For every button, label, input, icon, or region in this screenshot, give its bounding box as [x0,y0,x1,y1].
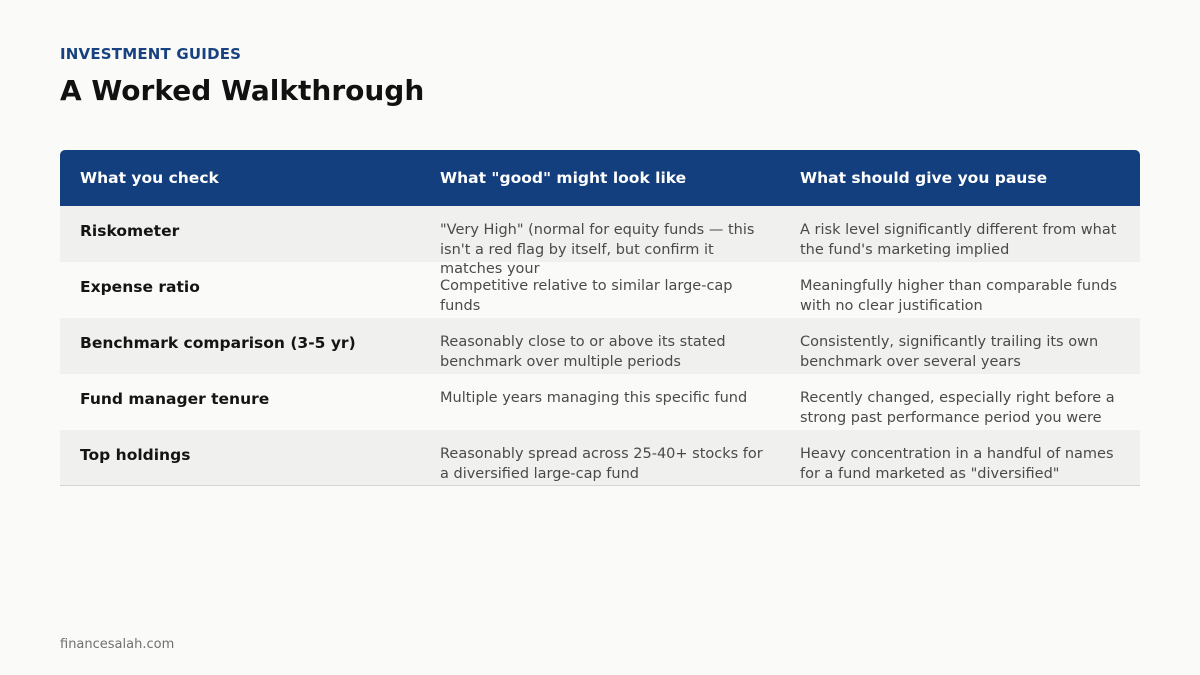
table-row [60,206,1140,277]
pause-cell: Meaningfully higher than comparable funds with no clear justification [800,278,1118,314]
good-cell: Competitive relative to similar large-cap funds [440,278,733,314]
pause-cell: A risk level significantly different from what the fund's marketing implied [800,222,1117,258]
good-cell: Reasonably close to or above its stated benchmark over multiple periods [440,334,726,370]
row-label: Benchmark comparison (3-5 yr) [80,334,356,352]
row-label: Expense ratio [80,278,200,296]
table-row [60,318,1140,374]
section-eyebrow: INVESTMENT GUIDES [60,45,242,63]
good-cell: "Very High" (normal for equity funds — this isn't a red flag by itself, but confirm it matches your [440,222,755,277]
row-label: Riskometer [80,222,180,240]
good-cell: Reasonably spread across 25-40+ stocks for a diversified large-cap fund [440,446,763,482]
column-header-good: What "good" might look like [440,169,687,187]
column-header-check: What you check [80,169,219,187]
column-header-pause: What should give you pause [800,169,1048,187]
table-row [60,430,1140,486]
table-header [60,150,1140,206]
source-footer: financesalah.com [60,637,175,652]
comparison-table [60,150,1140,486]
pause-cell: Consistently, significantly trailing its own benchmark over several years [800,334,1099,370]
table-row [60,374,1140,430]
table-row [60,262,1140,318]
pause-cell: Heavy concentration in a handful of names for a fund marketed as "diversified" [800,446,1114,482]
page-title: A Worked Walkthrough [60,74,425,107]
row-label: Fund manager tenure [80,390,270,408]
good-cell: Multiple years managing this specific fund [440,390,748,406]
row-label: Top holdings [80,446,191,464]
pause-cell: Recently changed, especially right before a strong past performance period you were [800,390,1115,426]
